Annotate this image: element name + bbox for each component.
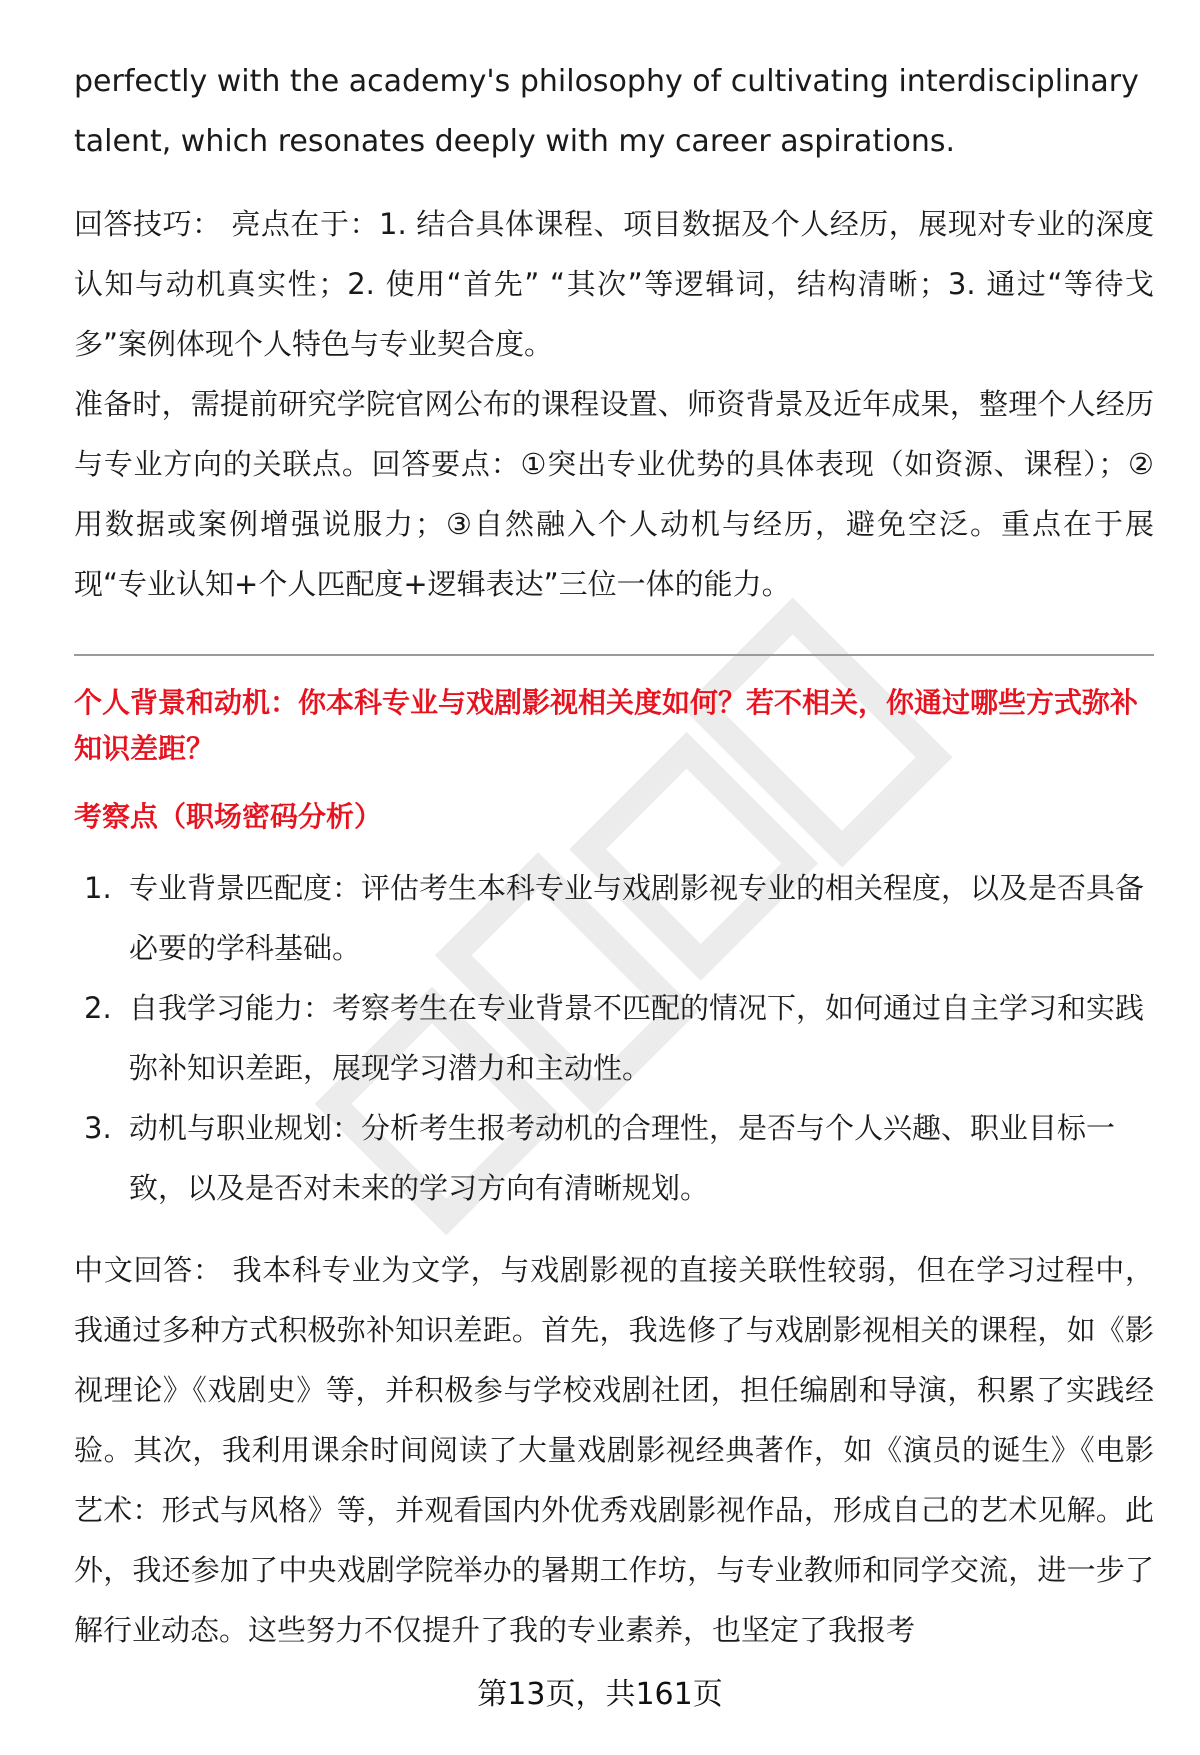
- document-page: [74, 52, 1154, 1660]
- list-item-number: 3.: [84, 1111, 112, 1145]
- assessment-points-heading: 考察点（职场密码分析）: [74, 800, 383, 833]
- intro-english-line-1: perfectly with the academy's philosophy of cultivating interdisciplinary: [74, 64, 1139, 99]
- assessment-points-list: [74, 858, 1154, 1218]
- preparation-paragraph: 准备时，需提前研究学院官网公布的课程设置、师资背景及近年成果，整理个人经历与专业方向的关联点。回答要点：①突出专业优势的具体表现（如资源、课程）；②用数据或案例增强说服力；③自然融入个人动机与经历，避免空泛。重点在于展现“专业认知+个人匹配度+逻辑表达”三位一体的能力。: [74, 387, 1154, 601]
- list-item: [74, 978, 1154, 1098]
- answer-tips-paragraph: 回答技巧： 亮点在于：1. 结合具体课程、项目数据及个人经历，展现对专业的深度认知与动机真实性；2. 使用“首先” “其次”等逻辑词，结构清晰；3. 通过“等待戈多”案例体现个人特色与专业契合度。: [74, 207, 1154, 361]
- page-number-footer: 第13页，共161页: [477, 1677, 723, 1712]
- list-item-number: 2.: [84, 991, 112, 1025]
- list-item-number: 1.: [84, 871, 112, 905]
- intro-english-line-2: talent, which resonates deeply with my career aspirations.: [74, 124, 956, 159]
- list-item-text: 专业背景匹配度：评估考生本科专业与戏剧影视专业的相关程度，以及是否具备必要的学科基础。: [129, 871, 1145, 965]
- list-item: [74, 1098, 1154, 1218]
- chinese-answer-paragraph: 中文回答： 我本科专业为文学，与戏剧影视的直接关联性较弱，但在学习过程中，我通过多种方式积极弥补知识差距。首先，我选修了与戏剧影视相关的课程，如《影视理论》《戏剧史》等，并积极参与学校戏剧社团，担任编剧和导演，积累了实践经验。其次，我利用课余时间阅读了大量戏剧影视经典著作，如《演员的诞生》《电影艺术：形式与风格》等，并观看国内外优秀戏剧影视作品，形成自己的艺术见解。此外，我还参加了中央戏剧学院举办的暑期工作坊，与专业教师和同学交流，进一步了解行业动态。这些努力不仅提升了我的专业素养，也坚定了我报考: [74, 1253, 1154, 1647]
- question-title: 个人背景和动机：你本科专业与戏剧影视相关度如何？若不相关，你通过哪些方式弥补知识差距？: [74, 686, 1139, 765]
- list-item-text: 动机与职业规划：分析考生报考动机的合理性，是否与个人兴趣、职业目标一致，以及是否对未来的学习方向有清晰规划。: [129, 1111, 1116, 1205]
- list-item: [74, 858, 1154, 978]
- section-divider: [74, 654, 1154, 656]
- list-item-text: 自我学习能力：考察考生在专业背景不匹配的情况下，如何通过自主学习和实践弥补知识差距，展现学习潜力和主动性。: [129, 991, 1145, 1085]
